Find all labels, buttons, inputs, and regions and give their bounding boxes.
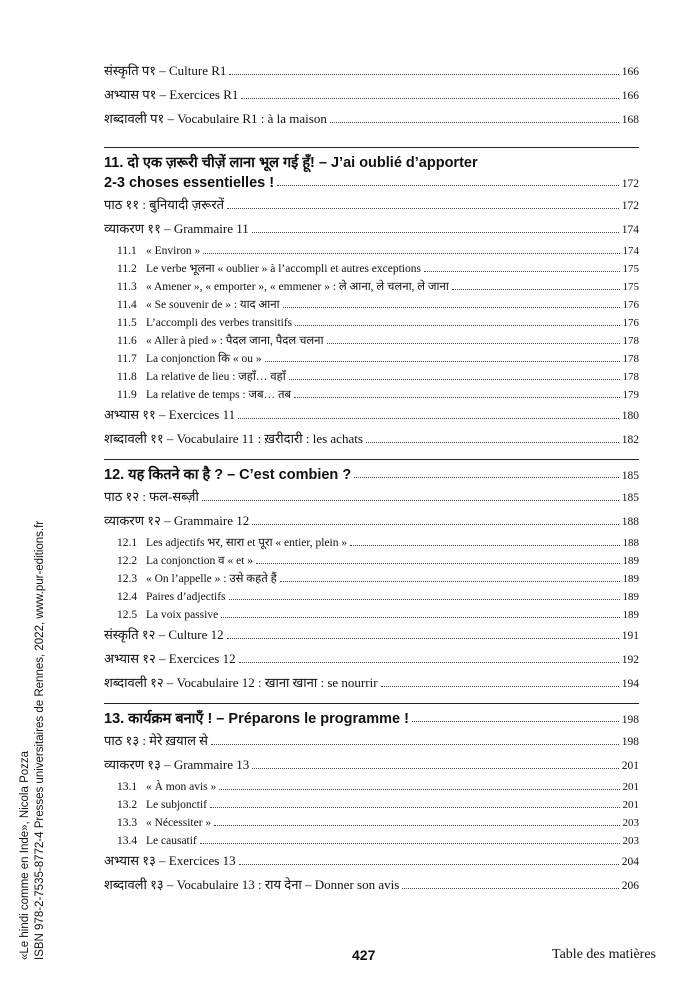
toc-entry-vocab-13[interactable]: शब्दावली १३ – Vocabulaire 13 : राय देना – Donner son avis 206 xyxy=(104,877,639,892)
running-footer-title: Table des matières xyxy=(552,947,656,962)
page-number: 427 xyxy=(352,947,376,963)
chapter-11-title-line2: 2-3 choses essentielles ! xyxy=(104,175,275,191)
toc-sub-12-1[interactable]: 12.1 Les adjectifs भर, सारा et पूरा « entier, plein » 188 xyxy=(117,537,639,549)
toc-entry-exercises-11[interactable]: अभ्यास ११ – Exercices 11 180 xyxy=(104,407,639,422)
toc-sub-13-1[interactable]: 13.1 « À mon avis » 201 xyxy=(117,781,639,793)
toc-entry-culture-12[interactable]: संस्कृति १२ – Culture 12 191 xyxy=(104,627,639,642)
toc-entry-grammar-12[interactable]: व्याकरण १२ – Grammaire 12 188 xyxy=(104,513,639,528)
toc-entry-exercises-r1[interactable]: अभ्यास प१ – Exercices R1 166 xyxy=(104,87,639,102)
sidebar-line-1: «Le hindi comme en Inde», Nicola Pozza xyxy=(19,750,31,960)
toc-sub-11-1[interactable]: 11.1 « Environ » 174 xyxy=(117,245,639,257)
toc-sub-11-8[interactable]: 11.8 La relative de lieu : जहाँ… वहाँ 178 xyxy=(117,371,639,383)
toc-sub-13-3[interactable]: 13.3 « Nécessiter » 203 xyxy=(117,817,639,829)
toc-entry-exercises-13[interactable]: अभ्यास १३ – Exercices 13 204 xyxy=(104,853,639,868)
toc-sub-11-5[interactable]: 11.5 L’accompli des verbes transitifs 176 xyxy=(117,317,639,329)
toc-entry-lesson-13[interactable]: पाठ १३ : मेरे ख़याल से 198 xyxy=(104,733,639,748)
toc-sub-11-6[interactable]: 11.6 « Aller à pied » : पैदल जाना, पैदल चलना 178 xyxy=(117,335,639,347)
toc-sub-11-4[interactable]: 11.4 « Se souvenir de » : याद आना 176 xyxy=(117,299,639,311)
chapter-13-heading[interactable]: 13. कार्यक्रम बनाएँ ! – Préparons le programme ! 198 xyxy=(104,703,639,726)
chapter-12-heading[interactable]: 12. यह कितने का है ? – C’est combien ? 185 xyxy=(104,459,639,482)
toc-entry-grammar-13[interactable]: व्याकरण १३ – Grammaire 13 201 xyxy=(104,757,639,772)
chapter-13-title: 13. कार्यक्रम बनाएँ ! – Préparons le programme ! xyxy=(104,711,409,727)
toc-sub-11-7[interactable]: 11.7 La conjonction कि « ou » 178 xyxy=(117,353,639,365)
toc-sub-12-2[interactable]: 12.2 La conjonction व « et » 189 xyxy=(117,555,639,567)
toc-sub-13-4[interactable]: 13.4 Le causatif 203 xyxy=(117,835,639,847)
chapter-12-title: 12. यह कितने का है ? – C’est combien ? xyxy=(104,467,352,483)
toc-entry-lesson-12[interactable]: पाठ १२ : फल-सब्ज़ी 185 xyxy=(104,489,639,504)
toc-sub-12-5[interactable]: 12.5 La voix passive 189 xyxy=(117,609,639,621)
toc-sub-11-3[interactable]: 11.3 « Amener », « emporter », « emmener » : ले आना, ले चलना, ले जाना 175 xyxy=(117,281,639,293)
toc-entry-vocab-11[interactable]: शब्दावली ११ – Vocabulaire 11 : ख़रीदारी : les achats 182 xyxy=(104,431,639,446)
toc-entry-vocab-12[interactable]: शब्दावली १२ – Vocabulaire 12 : खाना खाना : se nourrir 194 xyxy=(104,675,639,690)
toc-entry-vocab-r1[interactable]: शब्दावली प१ – Vocabulaire R1 : à la maison 168 xyxy=(104,111,639,126)
toc-entry-grammar-11[interactable]: व्याकरण ११ – Grammaire 11 174 xyxy=(104,221,639,236)
toc-sub-12-4[interactable]: 12.4 Paires d’adjectifs 189 xyxy=(117,591,639,603)
toc-entry-exercises-12[interactable]: अभ्यास १२ – Exercices 12 192 xyxy=(104,651,639,666)
toc-sub-11-2[interactable]: 11.2 Le verbe भूलना « oublier » à l’accompli et autres exceptions 175 xyxy=(117,263,639,275)
sidebar-line-2: ISBN 978-2-7535-8772-4 Presses universitaires de Rennes, 2022, www.pur-editions.fr xyxy=(34,520,46,960)
toc-sub-13-2[interactable]: 13.2 Le subjonctif 201 xyxy=(117,799,639,811)
table-of-contents xyxy=(104,62,639,900)
copyright-sidebar xyxy=(18,521,48,960)
toc-sub-11-9[interactable]: 11.9 La relative de temps : जब… तब 179 xyxy=(117,389,639,401)
chapter-11-title-line1: 11. दो एक ज़रूरी चीज़ें लाना भूल गई हूँ! – J’ai oublié d’apporter xyxy=(104,155,478,171)
chapter-11-heading[interactable]: 11. दो एक ज़रूरी चीज़ें लाना भूल गई हूँ! – J’ai oublié d’apporter 2-3 choses essentielles ! 172 xyxy=(104,147,639,190)
toc-entry-lesson-11[interactable]: पाठ ११ : बुनियादी ज़रूरतें 172 xyxy=(104,197,639,212)
toc-entry-culture-r1[interactable]: संस्कृति प१ – Culture R1 166 xyxy=(104,63,639,78)
toc-sub-12-3[interactable]: 12.3 « On l’appelle » : उसे कहते हैं 189 xyxy=(117,573,639,585)
